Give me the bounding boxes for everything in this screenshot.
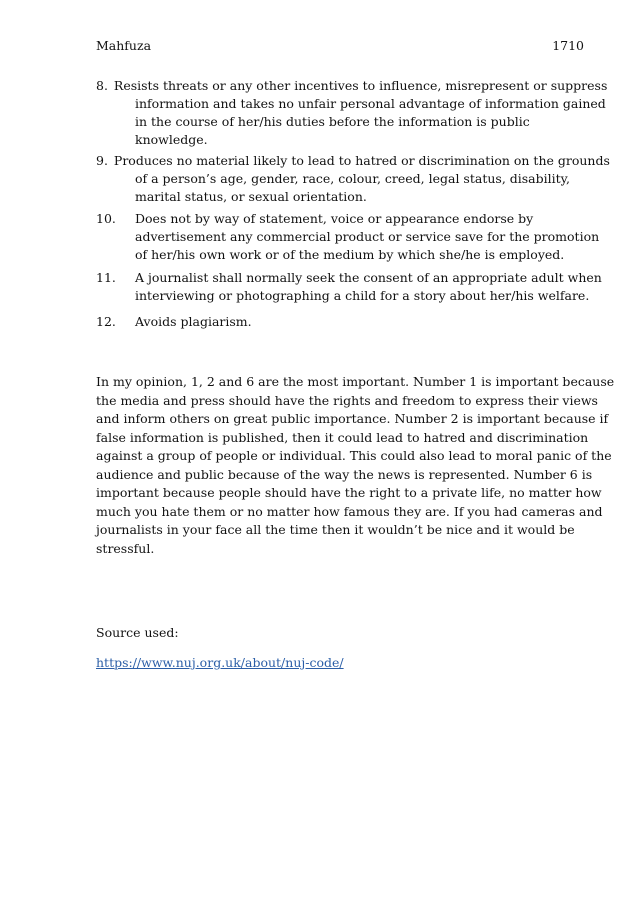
code-item-8 [96, 77, 608, 149]
header-page-number: 1710 [552, 38, 584, 53]
item-line: Resists threats or any other incentives to influence, misrepresent or suppress [113, 78, 608, 93]
item-line: interviewing or photographing a child for a story about her/his welfare. [135, 288, 590, 303]
item-line: marital status, or sexual orientation. [135, 189, 367, 204]
opinion-line: important because people should have the right to a private life, no matter how [96, 485, 602, 500]
source-link[interactable]: https://www.nuj.org.uk/about/nuj-code/ [96, 655, 344, 670]
opinion-line: audience and public because of the way the news is represented. Number 6 is [96, 466, 593, 482]
item-number: 10. [96, 211, 116, 226]
item-line: advertisement any commercial product or service save for the promotion [135, 229, 600, 244]
code-item-12 [96, 313, 548, 331]
opinion-line: the media and press should have the rights and freedom to express their views [96, 392, 598, 408]
item-number: 12. [96, 314, 116, 329]
item-line: Produces no material likely to lead to hatred or discrimination on the grounds [113, 153, 610, 168]
opinion-line: against a group of people or individual. This could also lead to moral panic of the [96, 448, 612, 463]
code-item-11 [96, 269, 602, 305]
opinion-line: and inform others on great public importance. Number 2 is important because if [96, 411, 609, 426]
item-number: 11. [96, 270, 116, 285]
opinion-line: journalists in your face all the time then it wouldn’t be nice and it would be [96, 522, 575, 537]
item-line: in the course of her/his duties before the information is public [135, 114, 530, 129]
item-line: of a person’s age, gender, race, colour, creed, legal status, disability, [135, 171, 571, 186]
item-line: of her/his own work or of the medium by which she/he is employed. [135, 247, 565, 262]
code-item-10 [96, 210, 600, 264]
item-line: Avoids plagiarism. [135, 314, 252, 329]
header-author: Mahfuza [96, 38, 152, 53]
opinion-line: stressful. [96, 540, 155, 556]
item-number: 9. [96, 153, 108, 168]
item-line: Does not by way of statement, voice or appearance endorse by [135, 211, 534, 226]
opinion-paragraph [96, 373, 615, 558]
item-line: A journalist shall normally seek the consent of an appropriate adult when [135, 270, 602, 285]
item-line: information and takes no unfair personal advantage of information gained [135, 96, 606, 111]
opinion-line: much you hate them or no matter how famous they are. If you had cameras and [96, 503, 603, 519]
item-number: 8. [96, 78, 108, 93]
item-line: knowledge. [135, 132, 208, 147]
source-label: Source used: [96, 625, 179, 640]
code-item-9 [96, 152, 610, 206]
opinion-line: In my opinion, 1, 2 and 6 are the most important. Number 1 is important because [96, 374, 615, 389]
opinion-line: false information is published, then it could lead to hatred and discrimination [96, 429, 589, 445]
